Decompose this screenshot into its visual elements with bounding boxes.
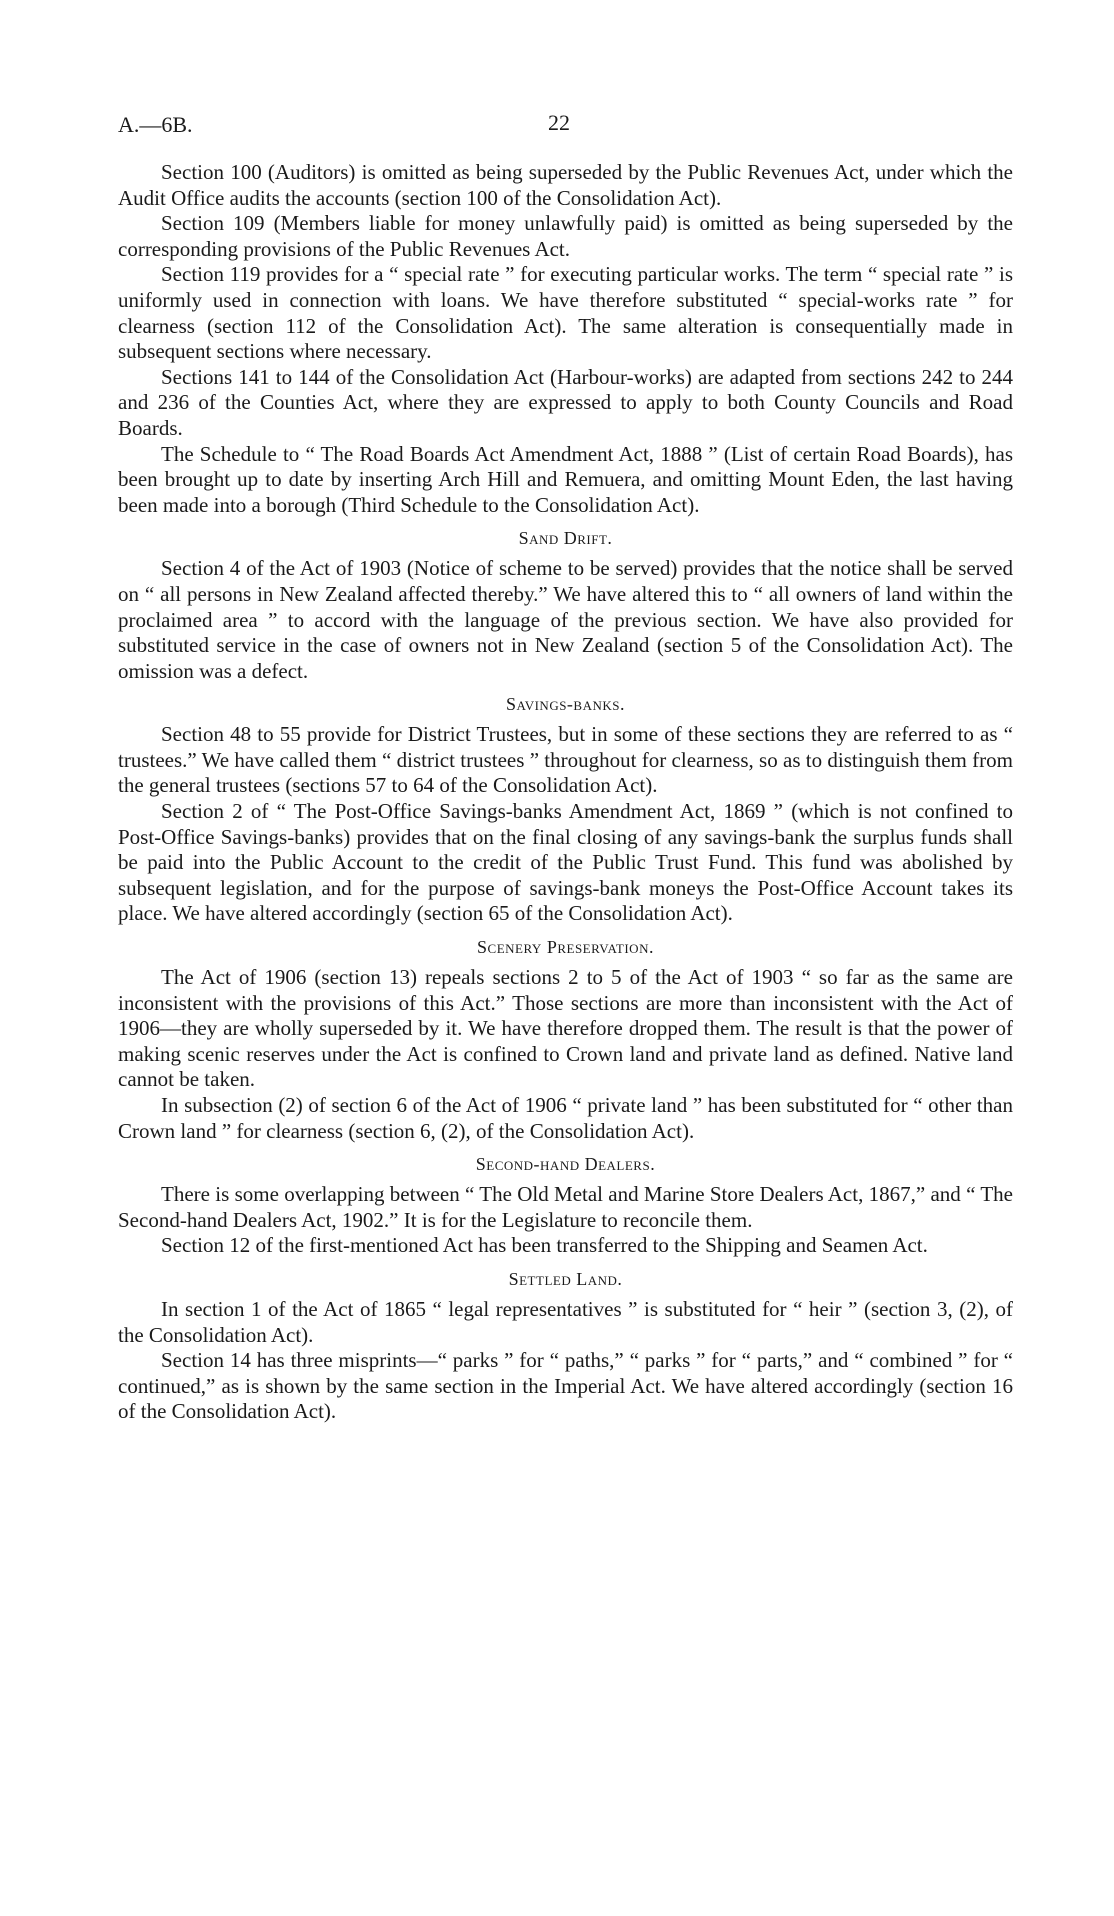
page-header <box>118 112 1013 142</box>
paragraph: There is some overlapping between “ The Old Metal and Marine Store Dealers Act, 1867,” and “ The Second-hand Dealers Act, 1902.” It is for the Legislature to reconcile them. <box>118 1182 1013 1232</box>
paragraph: Section 100 (Auditors) is omitted as being superseded by the Public Revenues Act, under which the Audit Office audits the accounts (section 100 of the Consolidation Act). <box>118 160 1013 210</box>
paragraph: Section 14 has three misprints—“ parks ” for “ paths,” “ parks ” for “ parts,” and “ combined ” for “ continued,” as is shown by the same section in the Imperial Act. We have altered accordingly (section 16 of the Consolidation Act). <box>118 1348 1013 1424</box>
paragraph: Section 48 to 55 provide for District Trustees, but in some of these sections they are referred to as “ trustees.” We have called them “ district trustees ” throughout for clearness, so as to distinguish them from the general trustees (sections 57 to 64 of the Consolidation Act). <box>118 722 1013 798</box>
paragraph: Section 119 provides for a “ special rate ” for executing particular works. The term “ special rate ” is uniformly used in connection with loans. We have therefore substituted “ special-works rate ” for clearness (section 112 of the Consolidation Act). The same alteration is consequentially made in subsequent sections where necessary. <box>118 262 1013 364</box>
section-heading-second-hand-dealers: Second-hand Dealers. <box>475 1154 656 1175</box>
section-heading-scenery-preservation: Scenery Preservation. <box>477 937 654 958</box>
paragraph: In subsection (2) of section 6 of the Act of 1906 “ private land ” has been substituted for “ other than Crown land ” for clearness (section 6, (2), of the Consolidation Act). <box>118 1093 1013 1143</box>
page-number: 22 <box>548 110 570 135</box>
section-heading-sand-drift: Sand Drift. <box>518 528 613 549</box>
paragraph: Section 109 (Members liable for money unlawfully paid) is omitted as being superseded by the corresponding provisions of the Public Revenues Act. <box>118 211 1013 261</box>
paragraph: In section 1 of the Act of 1865 “ legal representatives ” is substituted for “ heir ” (section 3, (2), of the Consolidation Act). <box>118 1296 1013 1347</box>
section-heading-settled-land: Settled Land. <box>508 1268 623 1289</box>
document-reference: A.—6B. <box>118 112 193 137</box>
paragraph: Section 12 of the first-mentioned Act has been transferred to the Shipping and Seamen Act. <box>161 1233 928 1258</box>
paragraph: Section 2 of “ The Post-Office Savings-banks Amendment Act, 1869 ” (which is not confined to Post-Office Savings-banks) provides that on the final closing of any savings-bank the surplus funds shall be paid into the Public Account to the credit of the Public Trust Fund. This fund was abolished by subsequent legislation, and for the purpose of savings-bank moneys the Post-Office Account takes its place. We have altered accordingly (section 65 of the Consolidation Act). <box>118 799 1013 926</box>
paragraph: The Schedule to “ The Road Boards Act Amendment Act, 1888 ” (List of certain Road Boards), has been brought up to date by inserting Arch Hill and Remuera, and omitting Mount Eden, the last having been made into a borough (Third Schedule to the Consolidation Act). <box>118 441 1013 517</box>
paragraph: The Act of 1906 (section 13) repeals sections 2 to 5 of the Act of 1903 “ so far as the same are inconsistent with the provisions of this Act.” Those sections are more than inconsistent with the Act of 1906—they are wholly superseded by it. We have therefore dropped them. The result is that the power of making scenic reserves under the Act is confined to Crown land and private land as defined. Native land cannot be taken. <box>118 965 1013 1092</box>
section-heading-savings-banks: Savings-banks. <box>505 694 625 715</box>
document-body <box>118 160 1013 1425</box>
paragraph: Section 4 of the Act of 1903 (Notice of scheme to be served) provides that the notice shall be served on “ all persons in New Zealand affected thereby.” We have altered this to “ all owners of land within the proclaimed area ” to accord with the language of the previous section. We have also provided for substituted service in the case of owners not in New Zealand (section 5 of the Consolidation Act). The omission was a defect. <box>118 556 1013 683</box>
paragraph: Sections 141 to 144 of the Consolidation Act (Harbour-works) are adapted from sections 242 to 244 and 236 of the Counties Act, where they are expressed to apply to both County Councils and Road Boards. <box>118 364 1013 440</box>
